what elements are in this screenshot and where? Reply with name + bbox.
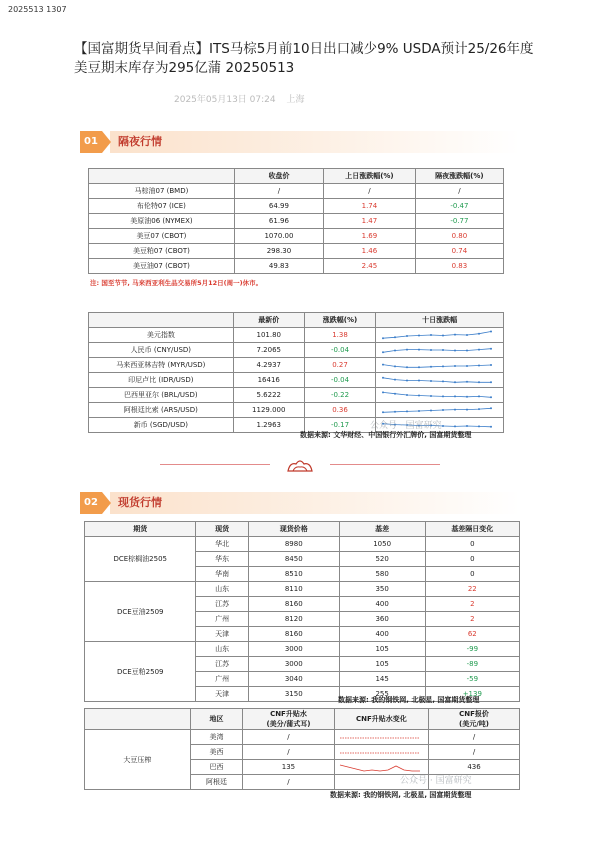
spot-price: 3000 (248, 657, 339, 672)
sparkline-point (430, 365, 432, 367)
sparkline-point (394, 410, 396, 412)
section-number: 01 (80, 131, 102, 153)
basis: 350 (339, 582, 425, 597)
premium-change-chart-cell (334, 745, 428, 760)
prev-change: 1.46 (324, 244, 416, 259)
sparkline-point (478, 348, 480, 350)
sparkline-point (418, 394, 420, 396)
ten-day-sparkline (379, 405, 495, 416)
basis: 145 (339, 672, 425, 687)
cnf-premium: / (243, 745, 334, 760)
spot-price: 8160 (248, 627, 339, 642)
latest-price: 7.2065 (233, 343, 304, 358)
sparkline-point (466, 380, 468, 382)
sparkline-point (442, 349, 444, 351)
column-header (89, 169, 235, 184)
basis: 1050 (339, 537, 425, 552)
change-pct: -0.17 (304, 418, 375, 433)
sparkline-line (340, 765, 420, 771)
table-row (89, 343, 504, 358)
sparkline-point (382, 391, 384, 393)
section-header-spot (80, 492, 520, 514)
section-title: 隔夜行情 (118, 135, 162, 148)
ten-day-sparkline (379, 330, 495, 341)
table-row (89, 184, 504, 199)
basis: 105 (339, 642, 425, 657)
spot-table (84, 521, 520, 702)
table-row (89, 229, 504, 244)
sparkline-point (478, 364, 480, 366)
region: 巴西 (190, 760, 242, 775)
cnf-header-row (85, 709, 520, 730)
divider-line-right (330, 464, 440, 465)
spot-location: 山东 (196, 642, 248, 657)
sparkline-point (478, 381, 480, 383)
futures-contract: DCE豆粕2509 (85, 642, 196, 702)
sparkline-point (478, 332, 480, 334)
column-header: 现货 (196, 522, 248, 537)
sparkline-point (478, 425, 480, 427)
sparkline-point (466, 349, 468, 351)
basis-change: 0 (425, 537, 519, 552)
section-bar (110, 492, 520, 514)
cnf-quote: / (429, 745, 520, 760)
spot-location: 华北 (196, 537, 248, 552)
region: 美西 (190, 745, 242, 760)
basis: 520 (339, 552, 425, 567)
column-header: CNF升贴水 (美分/蒲式耳) (243, 709, 334, 730)
spot-price: 3150 (248, 687, 339, 702)
overnight-change: 0.74 (415, 244, 503, 259)
sparkline-point (454, 408, 456, 410)
section-divider (160, 458, 440, 472)
sparkline-point (442, 365, 444, 367)
currency-name: 印尼卢比 (IDR/USD) (89, 373, 234, 388)
sparkline-point (382, 337, 384, 339)
sparkline-point (466, 365, 468, 367)
sparkline-point (442, 425, 444, 427)
column-header: 收盘价 (234, 169, 323, 184)
basis-change: 2 (425, 597, 519, 612)
column-header: 上日涨跌幅(%) (324, 169, 416, 184)
spot-price: 8450 (248, 552, 339, 567)
sparkline-point (394, 336, 396, 338)
spot-location: 山东 (196, 582, 248, 597)
ten-day-sparkline (379, 375, 495, 386)
currency-name: 新币 (SGD/USD) (89, 418, 234, 433)
overnight-change: 0.80 (415, 229, 503, 244)
spot-location: 广州 (196, 612, 248, 627)
cnf-premium: / (243, 730, 334, 745)
sparkline-point (442, 334, 444, 336)
basis: 400 (339, 627, 425, 642)
spot-price: 3000 (248, 642, 339, 657)
sparkline-point (442, 380, 444, 382)
column-header: 现货价格 (248, 522, 339, 537)
close-price: 298.30 (234, 244, 323, 259)
sparkline-point (478, 408, 480, 410)
premium-change-sparkline (338, 747, 422, 758)
crush-category: 大豆压榨 (85, 730, 191, 790)
instrument-name: 马棕油07 (BMD) (89, 184, 235, 199)
sparkline-point (454, 333, 456, 335)
column-header: 地区 (190, 709, 242, 730)
article-meta (174, 92, 313, 105)
sparkline-point (430, 380, 432, 382)
spot-source: 数据来源: 我的钢铁网, 北极星, 国富期货整理 (338, 696, 480, 704)
publish-date: 2025年05月13日 07:24 (174, 95, 276, 105)
table-row (85, 642, 520, 657)
basis-change: -59 (425, 672, 519, 687)
spot-price: 8110 (248, 582, 339, 597)
spot-price: 8510 (248, 567, 339, 582)
watermark: 公众号 · 国富研究 (400, 776, 472, 786)
sparkline-point (454, 365, 456, 367)
sparkline-point (430, 334, 432, 336)
latest-price: 16416 (233, 373, 304, 388)
prev-change: 1.47 (324, 214, 416, 229)
section-arrow (102, 492, 111, 514)
sparkline-point (382, 351, 384, 353)
spot-price: 3040 (248, 672, 339, 687)
sparkline-point (490, 425, 492, 427)
sparkline-point (394, 392, 396, 394)
spot-header-row (85, 522, 520, 537)
sparkline-line (383, 331, 491, 338)
region: 阿根廷 (190, 775, 242, 790)
currency-name: 人民币 (CNY/USD) (89, 343, 234, 358)
column-header: 基差 (339, 522, 425, 537)
spot-location: 天津 (196, 627, 248, 642)
ten-day-sparkline (379, 390, 495, 401)
sparkline-point (490, 330, 492, 332)
column-header: 涨跌幅(%) (304, 313, 375, 328)
sparkline-point (382, 363, 384, 365)
sparkline-point (406, 335, 408, 337)
change-pct: 1.38 (304, 328, 375, 343)
latest-price: 101.80 (233, 328, 304, 343)
column-header (89, 313, 234, 328)
table-row (89, 214, 504, 229)
watermark: 公众号 · 国富研究 (370, 421, 442, 431)
premium-change-chart-cell (334, 730, 428, 745)
currency-name: 阿根廷比索 (ARS/USD) (89, 403, 234, 418)
ten-day-sparkline-cell (376, 403, 504, 418)
prev-change: 2.45 (324, 259, 416, 274)
sparkline-point (454, 349, 456, 351)
overnight-change: -0.77 (415, 214, 503, 229)
ten-day-sparkline (379, 360, 495, 371)
fx-table (88, 312, 504, 433)
section-header-overnight (80, 131, 520, 153)
spot-price: 8160 (248, 597, 339, 612)
sparkline-point (454, 395, 456, 397)
sparkline-point (382, 411, 384, 413)
sparkline-point (430, 349, 432, 351)
sparkline-line (383, 348, 491, 352)
table-row (85, 537, 520, 552)
basis: 400 (339, 597, 425, 612)
overnight-header-row (89, 169, 504, 184)
ten-day-sparkline (379, 345, 495, 356)
column-header: CNF升贴水变化 (334, 709, 428, 730)
sparkline-point (466, 408, 468, 410)
table-row (89, 358, 504, 373)
column-header: 基差隔日变化 (425, 522, 519, 537)
cnf-quote: / (429, 730, 520, 745)
sparkline-point (490, 347, 492, 349)
basis-change: 22 (425, 582, 519, 597)
latest-price: 1129.000 (233, 403, 304, 418)
sparkline-point (394, 349, 396, 351)
table-row (89, 388, 504, 403)
sparkline-point (382, 376, 384, 378)
currency-name: 巴西里亚尔 (BRL/USD) (89, 388, 234, 403)
premium-change-sparkline (338, 732, 422, 743)
sparkline-point (406, 366, 408, 368)
futures-contract: DCE豆油2509 (85, 582, 196, 642)
sparkline-line (383, 364, 491, 367)
latest-price: 4.2937 (233, 358, 304, 373)
instrument-name: 美原油06 (NYMEX) (89, 214, 235, 229)
close-price: 49.83 (234, 259, 323, 274)
sparkline-point (418, 379, 420, 381)
instrument-name: 美豆07 (CBOT) (89, 229, 235, 244)
sparkline-point (466, 395, 468, 397)
currency-name: 美元指数 (89, 328, 234, 343)
column-header: 十日涨跌幅 (376, 313, 504, 328)
sparkline-point (394, 378, 396, 380)
prev-change: / (324, 184, 416, 199)
section-bar (110, 131, 520, 153)
sparkline-point (394, 365, 396, 367)
sparkline-point (442, 409, 444, 411)
fx-header-row (89, 313, 504, 328)
sparkline-line (383, 377, 491, 382)
basis-change: 0 (425, 567, 519, 582)
table-row (89, 244, 504, 259)
column-header: 期货 (85, 522, 196, 537)
cnf-premium: 135 (243, 760, 334, 775)
cnf-premium: / (243, 775, 334, 790)
ten-day-sparkline-cell (376, 388, 504, 403)
table-row (89, 373, 504, 388)
sparkline-point (406, 394, 408, 396)
overnight-table (88, 168, 504, 274)
sparkline-point (418, 334, 420, 336)
basis-change: 0 (425, 552, 519, 567)
cloud-ornament-icon (286, 458, 314, 472)
section-title: 现货行情 (118, 496, 162, 509)
sparkline-point (490, 396, 492, 398)
basis: 580 (339, 567, 425, 582)
basis: 255 (339, 687, 425, 702)
currency-name: 马来西亚林吉特 (MYR/USD) (89, 358, 234, 373)
overnight-change: -0.47 (415, 199, 503, 214)
basis: 105 (339, 657, 425, 672)
table-row (89, 259, 504, 274)
futures-contract: DCE棕榈油2505 (85, 537, 196, 582)
basis-change: -89 (425, 657, 519, 672)
sparkline-line (383, 408, 491, 412)
table-row (85, 582, 520, 597)
ten-day-sparkline-cell (376, 358, 504, 373)
sparkline-point (442, 395, 444, 397)
section-number: 02 (80, 492, 102, 514)
change-pct: -0.04 (304, 373, 375, 388)
instrument-name: 美豆粕07 (CBOT) (89, 244, 235, 259)
sparkline-point (418, 348, 420, 350)
overnight-change: / (415, 184, 503, 199)
cnf-source: 数据来源: 我的钢铁网, 北极星, 国富期货整理 (330, 791, 472, 799)
sparkline-point (406, 410, 408, 412)
spot-location: 广州 (196, 672, 248, 687)
spot-location: 华东 (196, 552, 248, 567)
latest-price: 5.6222 (233, 388, 304, 403)
close-price: 64.99 (234, 199, 323, 214)
column-header: 隔夜涨跌幅(%) (415, 169, 503, 184)
table-row (89, 328, 504, 343)
spot-location: 华南 (196, 567, 248, 582)
sparkline-point (490, 381, 492, 383)
publish-location: 上海 (286, 95, 305, 105)
ten-day-sparkline-cell (376, 343, 504, 358)
sparkline-point (406, 379, 408, 381)
spot-location: 江苏 (196, 597, 248, 612)
instrument-name: 美豆油07 (CBOT) (89, 259, 235, 274)
change-pct: -0.04 (304, 343, 375, 358)
close-price: 61.96 (234, 214, 323, 229)
holiday-note: 注: 国至节节, 马来西亚利生品交易所5月12日(周一)休市。 (90, 279, 263, 287)
sparkline-point (490, 407, 492, 409)
change-pct: 0.36 (304, 403, 375, 418)
premium-change-sparkline (338, 762, 422, 773)
sparkline-line (383, 392, 491, 397)
column-header: CNF报价 (美元/吨) (429, 709, 520, 730)
close-price: 1070.00 (234, 229, 323, 244)
table-row (89, 199, 504, 214)
ten-day-sparkline-cell (376, 328, 504, 343)
divider-line-left (160, 464, 270, 465)
close-price: / (234, 184, 323, 199)
column-header: 最新价 (233, 313, 304, 328)
sparkline-point (418, 366, 420, 368)
sparkline-point (406, 348, 408, 350)
article-title: 【国富期货早间看点】ITS马棕5月前10日出口减少9% USDA预计25/26年度美豆期末库存为295亿蒲 20250513 (74, 41, 534, 76)
sparkline-point (430, 395, 432, 397)
spot-price: 8120 (248, 612, 339, 627)
spot-location: 天津 (196, 687, 248, 702)
fx-source: 数据来源: 文华财经、中国银行外汇牌价, 国富期货整理 (300, 431, 472, 439)
cnf-quote: 436 (429, 760, 520, 775)
sparkline-point (454, 425, 456, 427)
sparkline-point (418, 410, 420, 412)
basis-change: 2 (425, 612, 519, 627)
sparkline-point (478, 395, 480, 397)
table-row (85, 730, 520, 745)
latest-price: 1.2963 (233, 418, 304, 433)
sparkline-point (466, 334, 468, 336)
ten-day-sparkline-cell (376, 373, 504, 388)
sparkline-point (454, 381, 456, 383)
prev-change: 1.69 (324, 229, 416, 244)
basis: 360 (339, 612, 425, 627)
screenshot-stamp: 2025513 1307 (8, 5, 67, 14)
basis-change: +139 (425, 687, 519, 702)
sparkline-point (466, 425, 468, 427)
spot-location: 江苏 (196, 657, 248, 672)
prev-change: 1.74 (324, 199, 416, 214)
instrument-name: 布伦特07 (ICE) (89, 199, 235, 214)
change-pct: 0.27 (304, 358, 375, 373)
sparkline-point (490, 364, 492, 366)
spot-price: 8980 (248, 537, 339, 552)
basis-change: 62 (425, 627, 519, 642)
change-pct: -0.22 (304, 388, 375, 403)
table-row (89, 403, 504, 418)
overnight-change: 0.83 (415, 259, 503, 274)
region: 美湾 (190, 730, 242, 745)
basis-change: -99 (425, 642, 519, 657)
sparkline-point (430, 409, 432, 411)
column-header (85, 709, 191, 730)
section-arrow (102, 131, 111, 153)
